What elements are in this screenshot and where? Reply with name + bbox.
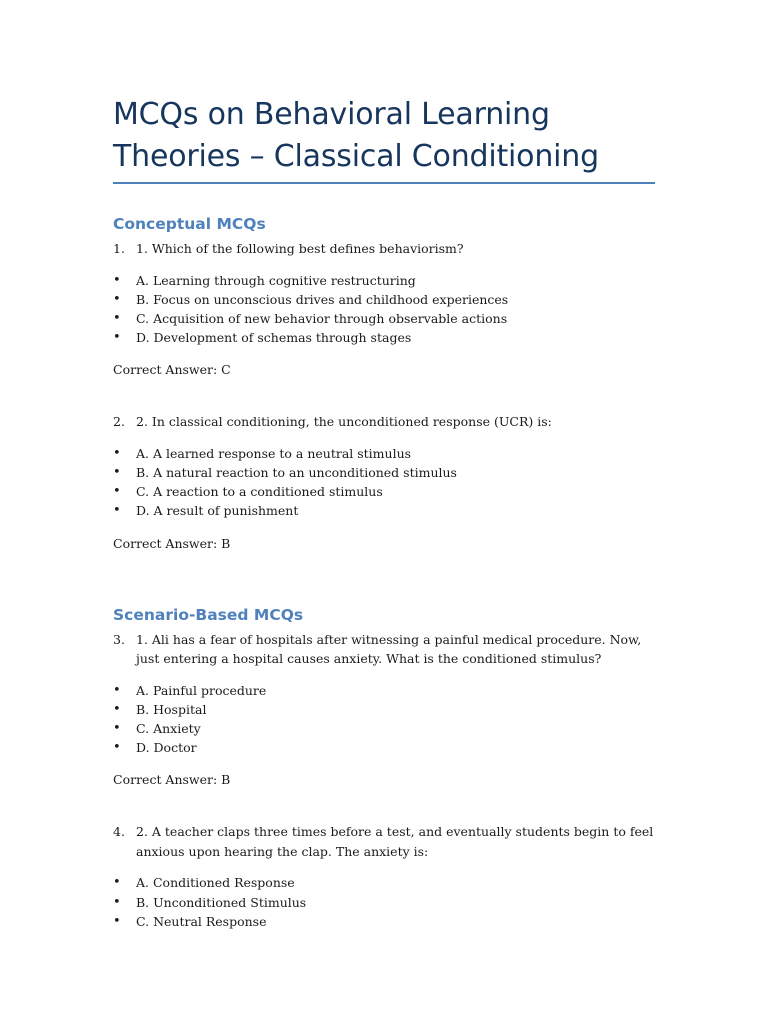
question-number: 4.	[113, 824, 125, 840]
document-title: MCQs on Behavioral Learning Theories – Classical Conditioning	[113, 0, 655, 184]
option-item	[113, 873, 655, 892]
option-text: C. Acquisition of new behavior through observable actions	[136, 310, 508, 326]
question-text: 1. Which of the following best defines behaviorism?	[136, 241, 464, 256]
spacer	[113, 789, 655, 822]
bullet-icon: •	[113, 503, 121, 519]
option-text: B. Unconditioned Stimulus	[136, 894, 307, 910]
bullet-icon: •	[113, 272, 121, 288]
option-text: C. Neutral Response	[136, 913, 267, 929]
spacer	[113, 379, 655, 412]
option-text: A. Conditioned Response	[136, 875, 295, 891]
option-item	[113, 328, 655, 347]
option-text: B. A natural reaction to an unconditioned stimulus	[136, 465, 457, 481]
bullet-icon: •	[113, 310, 121, 326]
option-item	[113, 444, 655, 463]
option-text: A. Learning through cognitive restructuring	[136, 272, 416, 288]
options-list	[113, 271, 655, 348]
option-item	[113, 309, 655, 328]
question-3	[113, 630, 655, 669]
option-item	[113, 719, 655, 738]
question-text: 2. A teacher claps three times before a test, and eventually students begin to feel anxious upon hearing the clap. The anxiety is:	[136, 824, 654, 859]
option-item	[113, 290, 655, 309]
option-text: C. A reaction to a conditioned stimulus	[136, 484, 383, 500]
options-list	[113, 444, 655, 521]
section-heading-conceptual: Conceptual MCQs	[113, 215, 266, 233]
correct-answer: Correct Answer: C	[113, 362, 231, 378]
bullet-icon: •	[113, 894, 121, 910]
bullet-icon: •	[113, 913, 121, 929]
option-item	[113, 463, 655, 482]
bullet-icon: •	[113, 721, 121, 737]
correct-answer: Correct Answer: B	[113, 772, 231, 788]
bullet-icon: •	[113, 701, 121, 717]
question-1	[113, 239, 655, 259]
option-text: B. Hospital	[136, 701, 207, 717]
bullet-icon: •	[113, 682, 121, 698]
options-list	[113, 873, 655, 931]
question-number: 2.	[113, 414, 125, 430]
bullet-icon: •	[113, 445, 121, 461]
option-item	[113, 271, 655, 290]
option-text: D. Doctor	[136, 740, 197, 756]
question-2	[113, 412, 655, 432]
bullet-icon: •	[113, 330, 121, 346]
question-number: 3.	[113, 631, 125, 647]
question-4	[113, 822, 655, 861]
bullet-icon: •	[113, 875, 121, 891]
option-item	[113, 501, 655, 520]
options-list	[113, 681, 655, 758]
option-text: A. Painful procedure	[136, 682, 267, 698]
option-item	[113, 700, 655, 719]
section-heading-scenario: Scenario-Based MCQs	[113, 605, 304, 624]
question-text: 1. Ali has a fear of hospitals after witnessing a painful medical procedure. Now, just entering a hospital causes anxiety. What is the conditioned stimulus?	[136, 631, 642, 667]
bullet-icon: •	[113, 291, 121, 307]
question-number: 1.	[113, 241, 125, 256]
option-item	[113, 482, 655, 501]
option-text: A. A learned response to a neutral stimulus	[136, 445, 412, 461]
option-text: D. Development of schemas through stages	[136, 330, 412, 346]
bullet-icon: •	[113, 465, 121, 481]
correct-answer: Correct Answer: B	[113, 535, 231, 551]
document-page	[113, 0, 655, 931]
option-text: B. Focus on unconscious drives and childhood experiences	[136, 291, 509, 307]
option-text: D. A result of punishment	[136, 503, 299, 519]
option-item	[113, 912, 655, 931]
option-item	[113, 681, 655, 700]
bullet-icon: •	[113, 484, 121, 500]
option-item	[113, 893, 655, 912]
option-text: C. Anxiety	[136, 721, 201, 737]
question-text: 2. In classical conditioning, the unconditioned response (UCR) is:	[136, 414, 552, 430]
option-item	[113, 738, 655, 757]
bullet-icon: •	[113, 740, 121, 756]
